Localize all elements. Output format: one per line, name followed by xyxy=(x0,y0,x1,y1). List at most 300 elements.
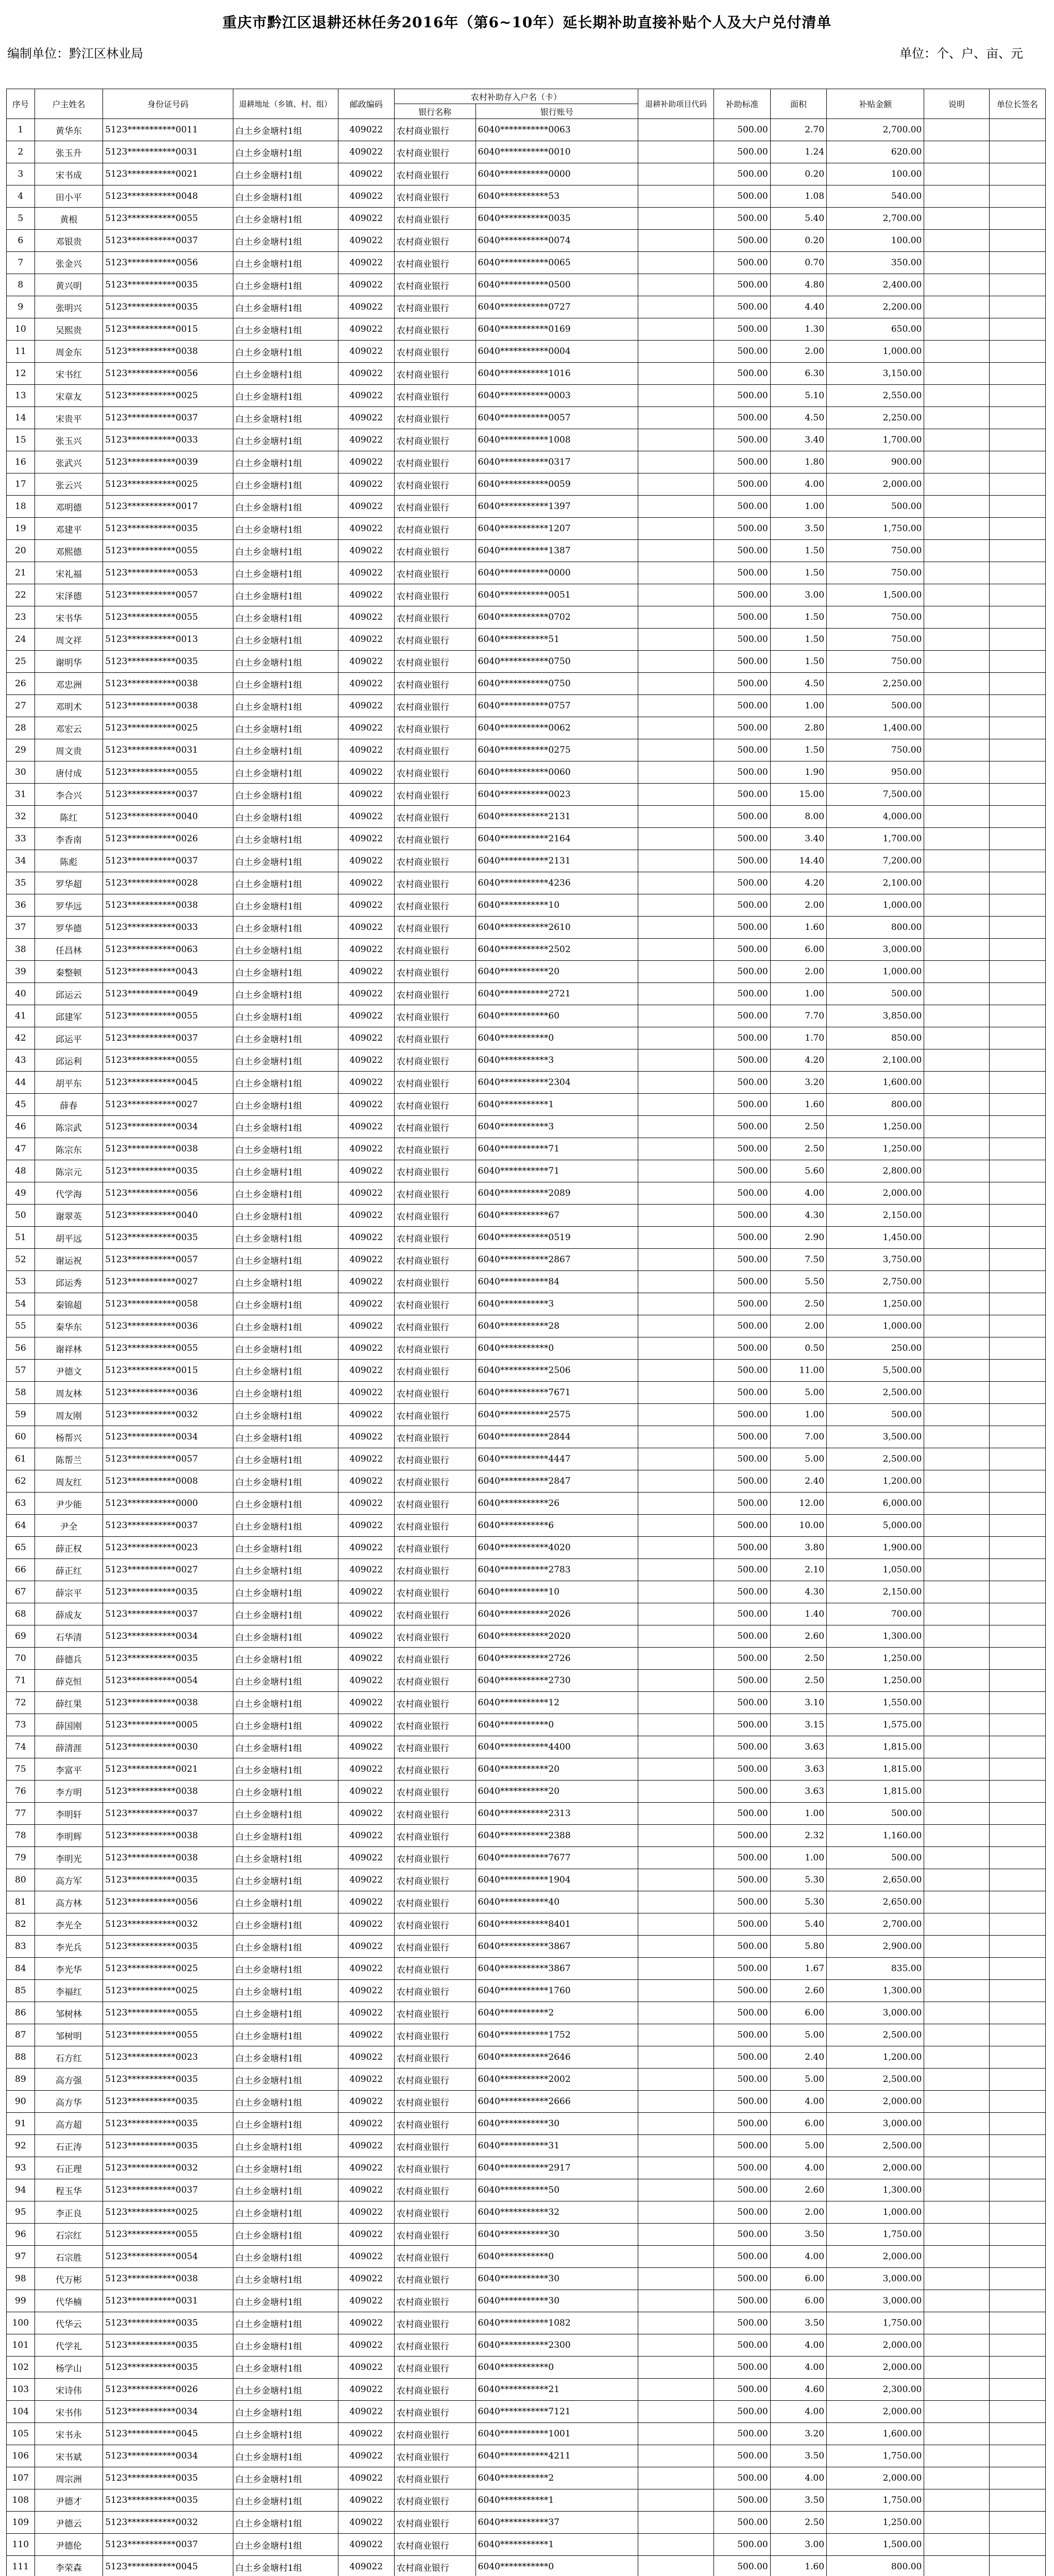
cell-standard: 500.00 xyxy=(714,872,770,894)
cell-area: 4.60 xyxy=(770,2379,826,2401)
cell-standard: 500.00 xyxy=(714,518,770,540)
cell-area: 8.00 xyxy=(770,806,826,828)
cell-note xyxy=(924,1094,989,1116)
cell-id: 5123***********0056 xyxy=(103,363,233,385)
cell-project-code xyxy=(638,1936,714,1958)
cell-seq: 17 xyxy=(7,473,35,496)
cell-note xyxy=(924,1847,989,1869)
cell-amount: 2,000.00 xyxy=(827,1182,924,1205)
cell-bank-account: 6040***********1397 xyxy=(475,496,638,518)
cell-bank-name: 农村商业银行 xyxy=(394,1736,475,1758)
cell-bank-account: 6040***********12 xyxy=(475,1692,638,1714)
cell-project-code xyxy=(638,296,714,318)
cell-signer xyxy=(989,2423,1045,2445)
cell-area: 2.50 xyxy=(770,1293,826,1315)
cell-postcode: 409022 xyxy=(338,695,394,717)
cell-postcode: 409022 xyxy=(338,1758,394,1781)
cell-address: 白土乡金塘村1组 xyxy=(233,2290,338,2312)
cell-name: 张明兴 xyxy=(35,296,103,318)
cell-address: 白土乡金塘村1组 xyxy=(233,407,338,429)
cell-signer xyxy=(989,2467,1045,2489)
cell-standard: 500.00 xyxy=(714,1404,770,1426)
cell-standard: 500.00 xyxy=(714,673,770,695)
cell-amount: 7,500.00 xyxy=(827,784,924,806)
cell-bank-name: 农村商业银行 xyxy=(394,296,475,318)
cell-note xyxy=(924,1758,989,1781)
cell-seq: 72 xyxy=(7,1692,35,1714)
table-row xyxy=(7,1581,1046,1603)
cell-id: 5123***********0054 xyxy=(103,1670,233,1692)
cell-amount: 3,850.00 xyxy=(827,1005,924,1027)
cell-standard: 500.00 xyxy=(714,2246,770,2268)
table-row xyxy=(7,562,1046,584)
cell-seq: 3 xyxy=(7,163,35,185)
cell-bank-account: 6040***********2575 xyxy=(475,1404,638,1426)
cell-note xyxy=(924,1005,989,1027)
table-row xyxy=(7,518,1046,540)
cell-id: 5123***********0026 xyxy=(103,828,233,850)
cell-postcode: 409022 xyxy=(338,1714,394,1736)
cell-id: 5123***********0055 xyxy=(103,1049,233,1072)
cell-area: 4.00 xyxy=(770,2157,826,2179)
cell-address: 白土乡金塘村1组 xyxy=(233,1913,338,1936)
cell-standard: 500.00 xyxy=(714,2268,770,2290)
cell-signer xyxy=(989,1692,1045,1714)
cell-id: 5123***********0037 xyxy=(103,2534,233,2556)
cell-area: 1.60 xyxy=(770,2556,826,2576)
cell-address: 白土乡金塘村1组 xyxy=(233,717,338,739)
cell-amount: 1,300.00 xyxy=(827,1980,924,2002)
cell-signer xyxy=(989,2379,1045,2401)
cell-project-code xyxy=(638,2312,714,2334)
cell-amount: 500.00 xyxy=(827,983,924,1005)
cell-id: 5123***********0035 xyxy=(103,274,233,296)
cell-id: 5123***********0027 xyxy=(103,1094,233,1116)
cell-note xyxy=(924,872,989,894)
cell-amount: 1,600.00 xyxy=(827,2423,924,2445)
cell-name: 邱运秀 xyxy=(35,1271,103,1293)
cell-note xyxy=(924,828,989,850)
cell-bank-account: 6040***********30 xyxy=(475,2290,638,2312)
cell-amount: 1,750.00 xyxy=(827,518,924,540)
cell-seq: 66 xyxy=(7,1559,35,1581)
cell-id: 5123***********0034 xyxy=(103,1426,233,1448)
cell-standard: 500.00 xyxy=(714,208,770,230)
cell-address: 白土乡金塘村1组 xyxy=(233,739,338,761)
cell-area: 1.50 xyxy=(770,739,826,761)
table-row xyxy=(7,1625,1046,1648)
cell-area: 1.00 xyxy=(770,983,826,1005)
cell-standard: 500.00 xyxy=(714,606,770,629)
cell-standard: 500.00 xyxy=(714,540,770,562)
cell-project-code xyxy=(638,451,714,473)
cell-area: 3.50 xyxy=(770,2445,826,2467)
cell-standard: 500.00 xyxy=(714,1758,770,1781)
cell-signer xyxy=(989,2113,1045,2135)
cell-id: 5123***********0027 xyxy=(103,1271,233,1293)
cell-standard: 500.00 xyxy=(714,894,770,917)
cell-bank-name: 农村商业银行 xyxy=(394,562,475,584)
cell-amount: 2,150.00 xyxy=(827,1205,924,1227)
cell-id: 5123***********0040 xyxy=(103,1205,233,1227)
cell-bank-account: 6040***********2300 xyxy=(475,2334,638,2357)
cell-standard: 500.00 xyxy=(714,629,770,651)
cell-signer xyxy=(989,1094,1045,1116)
cell-amount: 2,000.00 xyxy=(827,2246,924,2268)
cell-address: 白土乡金塘村1组 xyxy=(233,1337,338,1360)
cell-project-code xyxy=(638,2512,714,2534)
cell-amount: 1,815.00 xyxy=(827,1736,924,1758)
cell-area: 1.90 xyxy=(770,761,826,784)
header-bank-group: 农村补助存入户名（卡） xyxy=(394,89,638,104)
cell-signer xyxy=(989,230,1045,252)
cell-name: 周宗洲 xyxy=(35,2467,103,2489)
cell-project-code xyxy=(638,429,714,451)
cell-standard: 500.00 xyxy=(714,1847,770,1869)
cell-note xyxy=(924,341,989,363)
cell-name: 薛成友 xyxy=(35,1603,103,1625)
cell-bank-account: 6040***********2020 xyxy=(475,1625,638,1648)
cell-address: 白土乡金塘村1组 xyxy=(233,1648,338,1670)
cell-address: 白土乡金塘村1组 xyxy=(233,1493,338,1515)
cell-address: 白土乡金塘村1组 xyxy=(233,1581,338,1603)
cell-signer xyxy=(989,1913,1045,1936)
cell-postcode: 409022 xyxy=(338,1803,394,1825)
cell-area: 4.00 xyxy=(770,2467,826,2489)
cell-id: 5123***********0037 xyxy=(103,407,233,429)
cell-project-code xyxy=(638,1581,714,1603)
cell-amount: 3,500.00 xyxy=(827,1426,924,1448)
cell-postcode: 409022 xyxy=(338,2268,394,2290)
cell-bank-name: 农村商业银行 xyxy=(394,1382,475,1404)
table-row xyxy=(7,141,1046,163)
cell-note xyxy=(924,2113,989,2135)
cell-bank-account: 6040***********30 xyxy=(475,2113,638,2135)
cell-note xyxy=(924,2201,989,2224)
cell-signer xyxy=(989,318,1045,341)
cell-area: 2.32 xyxy=(770,1825,826,1847)
cell-name: 邓熙德 xyxy=(35,540,103,562)
cell-amount: 2,100.00 xyxy=(827,872,924,894)
cell-standard: 500.00 xyxy=(714,363,770,385)
cell-bank-name: 农村商业银行 xyxy=(394,1337,475,1360)
cell-address: 白土乡金塘村1组 xyxy=(233,1382,338,1404)
cell-amount: 1,450.00 xyxy=(827,1227,924,1249)
cell-postcode: 409022 xyxy=(338,1426,394,1448)
cell-standard: 500.00 xyxy=(714,939,770,961)
cell-area: 4.00 xyxy=(770,2401,826,2423)
cell-seq: 36 xyxy=(7,894,35,917)
cell-note xyxy=(924,1603,989,1625)
cell-standard: 500.00 xyxy=(714,1293,770,1315)
cell-bank-name: 农村商业银行 xyxy=(394,1315,475,1337)
cell-area: 5.00 xyxy=(770,2135,826,2157)
cell-standard: 500.00 xyxy=(714,1825,770,1847)
cell-name: 石正涛 xyxy=(35,2135,103,2157)
cell-bank-name: 农村商业银行 xyxy=(394,208,475,230)
cell-amount: 750.00 xyxy=(827,629,924,651)
cell-id: 5123***********0057 xyxy=(103,584,233,606)
cell-id: 5123***********0026 xyxy=(103,2379,233,2401)
cell-signer xyxy=(989,1049,1045,1072)
cell-bank-account: 6040***********2730 xyxy=(475,1670,638,1692)
cell-project-code xyxy=(638,185,714,208)
cell-note xyxy=(924,2556,989,2576)
cell-id: 5123***********0038 xyxy=(103,341,233,363)
cell-bank-name: 农村商业银行 xyxy=(394,1470,475,1493)
cell-bank-name: 农村商业银行 xyxy=(394,2157,475,2179)
cell-standard: 500.00 xyxy=(714,407,770,429)
cell-address: 白土乡金塘村1组 xyxy=(233,2201,338,2224)
cell-amount: 1,200.00 xyxy=(827,1470,924,1493)
cell-amount: 1,050.00 xyxy=(827,1559,924,1581)
cell-project-code xyxy=(638,828,714,850)
table-row xyxy=(7,2268,1046,2290)
cell-name: 尹德文 xyxy=(35,1360,103,1382)
cell-signer xyxy=(989,1869,1045,1891)
header-bank-name: 银行名称 xyxy=(394,104,475,119)
cell-bank-account: 6040***********8401 xyxy=(475,1913,638,1936)
cell-seq: 88 xyxy=(7,2046,35,2069)
cell-postcode: 409022 xyxy=(338,2445,394,2467)
cell-seq: 6 xyxy=(7,230,35,252)
cell-bank-account: 6040***********2388 xyxy=(475,1825,638,1847)
cell-id: 5123***********0055 xyxy=(103,2002,233,2024)
cell-id: 5123***********0035 xyxy=(103,2113,233,2135)
cell-amount: 500.00 xyxy=(827,1847,924,1869)
cell-postcode: 409022 xyxy=(338,1027,394,1049)
cell-address: 白土乡金塘村1组 xyxy=(233,917,338,939)
cell-bank-name: 农村商业银行 xyxy=(394,2024,475,2046)
cell-seq: 32 xyxy=(7,806,35,828)
cell-note xyxy=(924,1205,989,1227)
cell-bank-name: 农村商业银行 xyxy=(394,961,475,983)
table-row xyxy=(7,629,1046,651)
cell-note xyxy=(924,252,989,274)
cell-name: 谢翠英 xyxy=(35,1205,103,1227)
cell-name: 尹少能 xyxy=(35,1493,103,1515)
cell-project-code xyxy=(638,1271,714,1293)
cell-name: 宋礼福 xyxy=(35,562,103,584)
table-row xyxy=(7,828,1046,850)
cell-project-code xyxy=(638,872,714,894)
cell-note xyxy=(924,540,989,562)
cell-bank-name: 农村商业银行 xyxy=(394,894,475,917)
cell-postcode: 409022 xyxy=(338,1493,394,1515)
cell-signer xyxy=(989,1603,1045,1625)
cell-amount: 5,000.00 xyxy=(827,1515,924,1537)
cell-signer xyxy=(989,1980,1045,2002)
cell-note xyxy=(924,761,989,784)
cell-bank-account: 6040***********1082 xyxy=(475,2312,638,2334)
cell-id: 5123***********0035 xyxy=(103,2312,233,2334)
cell-id: 5123***********0015 xyxy=(103,1360,233,1382)
cell-amount: 2,500.00 xyxy=(827,2135,924,2157)
cell-area: 1.00 xyxy=(770,496,826,518)
cell-amount: 1,000.00 xyxy=(827,961,924,983)
cell-id: 5123***********0027 xyxy=(103,1559,233,1581)
table-header xyxy=(7,89,1046,119)
cell-seq: 79 xyxy=(7,1847,35,1869)
header-amount: 补贴金额 xyxy=(827,89,924,119)
cell-bank-name: 农村商业银行 xyxy=(394,917,475,939)
cell-project-code xyxy=(638,230,714,252)
cell-postcode: 409022 xyxy=(338,784,394,806)
cell-signer xyxy=(989,1205,1045,1227)
cell-amount: 2,700.00 xyxy=(827,208,924,230)
cell-standard: 500.00 xyxy=(714,341,770,363)
cell-seq: 9 xyxy=(7,296,35,318)
cell-address: 白土乡金塘村1组 xyxy=(233,1448,338,1470)
cell-bank-name: 农村商业银行 xyxy=(394,1271,475,1293)
cell-seq: 99 xyxy=(7,2290,35,2312)
cell-note xyxy=(924,2290,989,2312)
cell-note xyxy=(924,1227,989,1249)
cell-name: 李福红 xyxy=(35,1980,103,2002)
cell-bank-account: 6040***********3867 xyxy=(475,1958,638,1980)
cell-bank-name: 农村商业银行 xyxy=(394,606,475,629)
table-row xyxy=(7,1470,1046,1493)
cell-signer xyxy=(989,141,1045,163)
cell-postcode: 409022 xyxy=(338,1936,394,1958)
cell-note xyxy=(924,2423,989,2445)
cell-bank-account: 6040***********4400 xyxy=(475,1736,638,1758)
cell-bank-account: 6040***********53 xyxy=(475,185,638,208)
cell-address: 白土乡金塘村1组 xyxy=(233,540,338,562)
cell-standard: 500.00 xyxy=(714,1227,770,1249)
cell-area: 1.70 xyxy=(770,1027,826,1049)
cell-project-code xyxy=(638,208,714,230)
cell-project-code xyxy=(638,2290,714,2312)
cell-bank-name: 农村商业银行 xyxy=(394,341,475,363)
cell-name: 李明辉 xyxy=(35,1825,103,1847)
cell-amount: 800.00 xyxy=(827,917,924,939)
cell-postcode: 409022 xyxy=(338,208,394,230)
cell-area: 4.20 xyxy=(770,872,826,894)
cell-postcode: 409022 xyxy=(338,1337,394,1360)
table-row xyxy=(7,1227,1046,1249)
table-row xyxy=(7,2135,1046,2157)
cell-area: 5.80 xyxy=(770,1936,826,1958)
cell-bank-name: 农村商业银行 xyxy=(394,2268,475,2290)
cell-area: 0.50 xyxy=(770,1337,826,1360)
cell-seq: 48 xyxy=(7,1160,35,1182)
cell-bank-account: 6040***********1008 xyxy=(475,429,638,451)
cell-postcode: 409022 xyxy=(338,496,394,518)
cell-bank-name: 农村商业银行 xyxy=(394,1581,475,1603)
cell-bank-name: 农村商业银行 xyxy=(394,1227,475,1249)
cell-project-code xyxy=(638,894,714,917)
cell-address: 白土乡金塘村1组 xyxy=(233,1315,338,1337)
cell-address: 白土乡金塘村1组 xyxy=(233,695,338,717)
table-row xyxy=(7,2091,1046,2113)
cell-id: 5123***********0033 xyxy=(103,917,233,939)
cell-seq: 47 xyxy=(7,1138,35,1160)
cell-amount: 500.00 xyxy=(827,1404,924,1426)
cell-name: 周文祥 xyxy=(35,629,103,651)
cell-seq: 13 xyxy=(7,385,35,407)
cell-project-code xyxy=(638,341,714,363)
cell-area: 5.40 xyxy=(770,208,826,230)
cell-project-code xyxy=(638,2379,714,2401)
cell-bank-account: 6040***********7121 xyxy=(475,2401,638,2423)
cell-name: 李明光 xyxy=(35,1847,103,1869)
cell-bank-account: 6040***********0063 xyxy=(475,119,638,141)
cell-name: 邓银贵 xyxy=(35,230,103,252)
cell-area: 15.00 xyxy=(770,784,826,806)
cell-name: 陈宗东 xyxy=(35,1138,103,1160)
header-project-code: 退耕补助项目代码 xyxy=(638,89,714,119)
cell-note xyxy=(924,695,989,717)
cell-note xyxy=(924,784,989,806)
cell-amount: 3,000.00 xyxy=(827,2290,924,2312)
table-row xyxy=(7,2445,1046,2467)
cell-postcode: 409022 xyxy=(338,1736,394,1758)
cell-id: 5123***********0037 xyxy=(103,1027,233,1049)
cell-name: 薛国刚 xyxy=(35,1714,103,1736)
cell-seq: 54 xyxy=(7,1293,35,1315)
cell-name: 代学礼 xyxy=(35,2334,103,2357)
cell-id: 5123***********0035 xyxy=(103,2467,233,2489)
table-row xyxy=(7,850,1046,872)
cell-address: 白土乡金塘村1组 xyxy=(233,1936,338,1958)
table-row xyxy=(7,496,1046,518)
cell-note xyxy=(924,1869,989,1891)
cell-area: 4.30 xyxy=(770,1581,826,1603)
cell-bank-account: 6040***********2304 xyxy=(475,1072,638,1094)
cell-bank-name: 农村商业银行 xyxy=(394,1072,475,1094)
cell-amount: 950.00 xyxy=(827,761,924,784)
cell-id: 5123***********0031 xyxy=(103,2290,233,2312)
cell-bank-name: 农村商业银行 xyxy=(394,2445,475,2467)
cell-project-code xyxy=(638,252,714,274)
cell-bank-account: 6040***********0065 xyxy=(475,252,638,274)
cell-address: 白土乡金塘村1组 xyxy=(233,2002,338,2024)
cell-postcode: 409022 xyxy=(338,2246,394,2268)
cell-name: 陈红 xyxy=(35,806,103,828)
cell-id: 5123***********0039 xyxy=(103,451,233,473)
cell-seq: 49 xyxy=(7,1182,35,1205)
cell-bank-name: 农村商业银行 xyxy=(394,1205,475,1227)
cell-postcode: 409022 xyxy=(338,1891,394,1913)
cell-id: 5123***********0057 xyxy=(103,1249,233,1271)
cell-seq: 26 xyxy=(7,673,35,695)
cell-project-code xyxy=(638,1360,714,1382)
cell-note xyxy=(924,717,989,739)
cell-address: 白土乡金塘村1组 xyxy=(233,230,338,252)
cell-name: 石宗红 xyxy=(35,2224,103,2246)
cell-bank-account: 6040***********31 xyxy=(475,2135,638,2157)
cell-signer xyxy=(989,961,1045,983)
cell-note xyxy=(924,2135,989,2157)
cell-amount: 5,500.00 xyxy=(827,1360,924,1382)
table-row xyxy=(7,1360,1046,1382)
cell-name: 邓建平 xyxy=(35,518,103,540)
cell-amount: 1,750.00 xyxy=(827,2489,924,2512)
cell-project-code xyxy=(638,584,714,606)
cell-area: 1.00 xyxy=(770,1404,826,1426)
cell-postcode: 409022 xyxy=(338,2556,394,2576)
cell-postcode: 409022 xyxy=(338,872,394,894)
cell-bank-name: 农村商业银行 xyxy=(394,429,475,451)
cell-postcode: 409022 xyxy=(338,1293,394,1315)
cell-seq: 50 xyxy=(7,1205,35,1227)
cell-project-code xyxy=(638,1426,714,1448)
cell-postcode: 409022 xyxy=(338,2002,394,2024)
cell-note xyxy=(924,1404,989,1426)
table-row xyxy=(7,2556,1046,2576)
cell-bank-name: 农村商业银行 xyxy=(394,540,475,562)
